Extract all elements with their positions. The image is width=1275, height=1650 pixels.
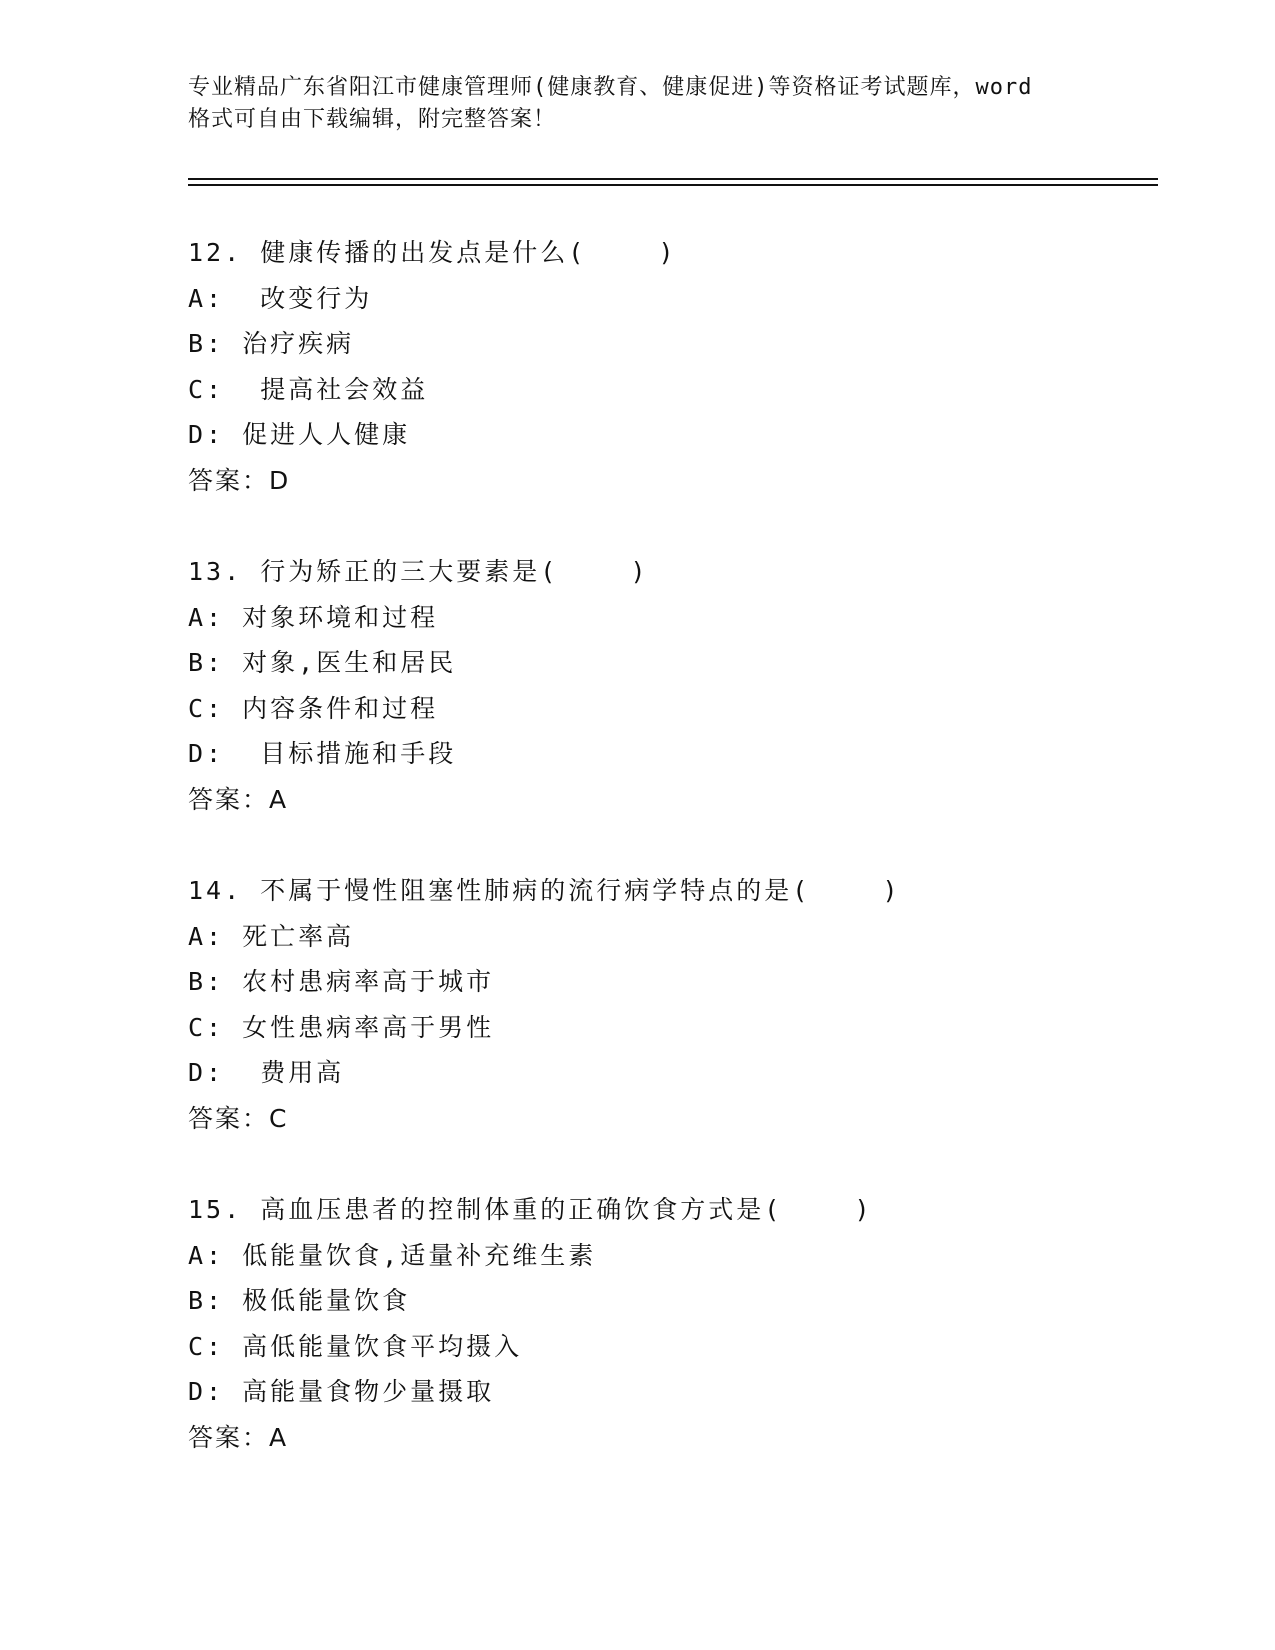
option-b: B: 治疗疾病 [188,329,355,358]
option-b: B: 对象,医生和居民 [188,648,457,677]
question-13 [188,549,1148,822]
answer-line [188,1415,1148,1461]
question-stem: 12. 健康传播的出发点是什么( ) [188,238,677,267]
document-header [188,72,1088,136]
option-c: C: 内容条件和过程 [188,693,439,723]
answer-value: A [269,1422,288,1452]
question-stem: 13. 行为矫正的三大要素是( ) [188,557,649,586]
question-15 [188,1187,1148,1460]
option-a: A: 死亡率高 [188,921,355,951]
answer-value: D [269,465,290,495]
option-d: D: 促进人人健康 [188,420,411,449]
option-d: D: 高能量食物少量摄取 [188,1377,495,1406]
option-d: D: 目标措施和手段 [188,739,457,768]
answer-line [188,777,1148,823]
option-a: A: 对象环境和过程 [188,602,439,632]
question-stem: 15. 高血压患者的控制体重的正确饮食方式是( ) [188,1195,873,1224]
option-d: D: 费用高 [188,1058,345,1087]
answer-label: 答案： [188,784,270,814]
answer-value: A [269,784,288,814]
answer-line [188,1096,1148,1142]
answer-value: C [269,1103,288,1133]
option-a: A: 低能量饮食,适量补充维生素 [188,1240,597,1270]
option-c: C: 高低能量饮食平均摄入 [188,1331,523,1361]
option-b: B: 极低能量饮食 [188,1286,411,1315]
question-list [188,230,1148,1506]
option-c: C: 提高社会效益 [188,374,429,404]
header-divider-bottom [188,184,1158,186]
question-stem: 14. 不属于慢性阻塞性肺病的流行病学特点的是( ) [188,876,901,905]
header-line-1: 专业精品广东省阳江市健康管理师(健康教育、健康促进)等资格证考试题库，word [188,75,1033,100]
answer-label: 答案： [188,1422,270,1452]
answer-label: 答案： [188,465,270,495]
answer-line [188,458,1148,504]
option-b: B: 农村患病率高于城市 [188,967,495,996]
answer-label: 答案： [188,1103,270,1133]
question-14 [188,868,1148,1141]
question-12 [188,230,1148,503]
header-line-2: 格式可自由下载编辑，附完整答案！ [188,107,557,132]
option-c: C: 女性患病率高于男性 [188,1012,495,1042]
option-a: A: 改变行为 [188,283,373,313]
header-divider-top [188,178,1158,180]
